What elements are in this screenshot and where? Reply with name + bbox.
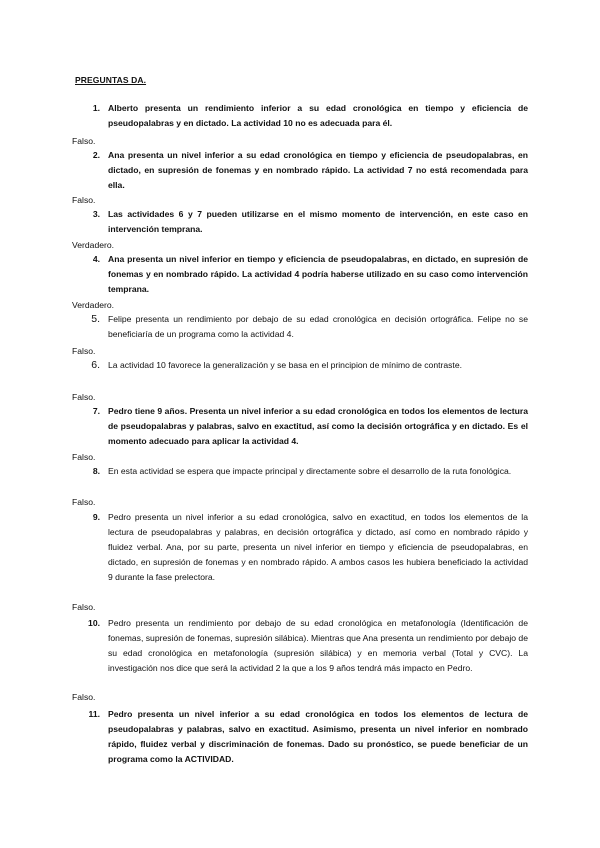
question-4: [92, 252, 528, 297]
question-8: [92, 464, 528, 479]
question-1: [92, 101, 528, 131]
question-text: Ana presenta un nivel inferior a su edad cronológica en tiempo y eficiencia de pseudopalabras, en dictado, en supresión de fonemas y en nombrado rápido. La actividad 7 no está recomendada para ella.: [108, 150, 528, 190]
question-3: [92, 207, 528, 237]
question-9: [92, 510, 528, 585]
question-number: 5.: [91, 313, 100, 325]
question-number: 11.: [88, 709, 100, 719]
answer-3: Verdadero.: [72, 240, 115, 250]
question-text: La actividad 10 favorece la generalización y se basa en el principion de mínimo de contraste.: [108, 360, 462, 370]
question-6: [91, 358, 528, 373]
question-text: Pedro presenta un nivel inferior a su edad cronológica en todos los elementos de lectura de pseudopalabras y palabras, salvo en exactitud. Asimismo, presenta un nivel inferior en nombrado rápido, fluidez verbal y discriminación de fonemas. Dado su pronóstico, se puede beneficiar de un programa como la ACTIVIDAD.: [108, 709, 528, 764]
answer-8: Falso.: [72, 497, 96, 507]
question-number: 6.: [91, 359, 100, 371]
question-number: 7.: [92, 406, 100, 416]
question-text: Pedro presenta un rendimiento por debajo de su edad cronológica en metafonología (Identificación de fonemas, supresión de fonemas, supresión silábica). Mientras que Ana presenta un rendimiento por debajo de su edad cronológica en metafonología (supresión silábica) y en memoria verbal (Total y CVC). La investigación nos dice que será la actividad 2 la que a los 9 años tendrá más impacto en Pedro.: [108, 618, 528, 673]
question-2: [92, 148, 528, 193]
answer-4: Verdadero.: [72, 300, 115, 310]
question-number: 3.: [92, 209, 100, 219]
answer-9: Falso.: [72, 602, 96, 612]
question-number: 4.: [92, 254, 100, 264]
question-text: Las actividades 6 y 7 pueden utilizarse en el mismo momento de intervención, en este caso en intervención temprana.: [108, 209, 528, 234]
question-number: 9.: [92, 512, 100, 522]
question-text: Alberto presenta un rendimiento inferior a su edad cronológica en tiempo y eficiencia de pseudopalabras y en dictado. La actividad 10 no es adecuada para él.: [108, 103, 528, 128]
question-10: [88, 616, 528, 676]
question-number: 1.: [92, 103, 100, 113]
question-number: 10.: [88, 618, 100, 628]
answer-5: Falso.: [72, 346, 96, 356]
question-5: [91, 312, 528, 342]
question-11: [88, 707, 528, 767]
answer-7: Falso.: [72, 452, 96, 462]
question-text: Felipe presenta un rendimiento por debajo de su edad cronológica en decisión ortográfica. Felipe no se beneficiaría de un programa como la actividad 4.: [108, 314, 528, 339]
answer-2: Falso.: [72, 195, 96, 205]
question-text: Ana presenta un nivel inferior en tiempo y eficiencia de pseudopalabras, en dictado, en supresión de fonemas y en nombrado rápido. La actividad 4 podría haberse utilizado en su caso como intervención temprana.: [108, 254, 528, 294]
question-number: 2.: [92, 150, 100, 160]
page-title: PREGUNTAS DA.: [75, 75, 147, 85]
answer-10: Falso.: [72, 692, 96, 702]
answer-6: Falso.: [72, 392, 96, 402]
question-text: Pedro tiene 9 años. Presenta un nivel inferior a su edad cronológica en todos los elementos de lectura de pseudopalabras y palabras, salvo en exactitud, así como la decisión ortográfica y en dictado. Es el momento adecuado para aplicar la actividad 4.: [108, 406, 528, 446]
question-7: [92, 404, 528, 449]
question-text: Pedro presenta un nivel inferior a su edad cronológica, salvo en exactitud, en todos los elementos de la lectura de pseudopalabras y palabras, en decisión ortográfica y dictado, así como en nombrado rápido y fluidez verbal. Ana, por su parte, presenta un nivel inferior en tiempo y eficiencia de pseudopalabras, en dictado, en supresión de fonemas y en nombrado rápido. A ambos casos les hubiera beneficiado la actividad 9 durante la fase prelectora.: [108, 512, 528, 582]
question-text: En esta actividad se espera que impacte principal y directamente sobre el desarrollo de la ruta fonológica.: [108, 466, 512, 476]
question-number: 8.: [92, 466, 100, 476]
answer-1: Falso.: [72, 136, 96, 146]
